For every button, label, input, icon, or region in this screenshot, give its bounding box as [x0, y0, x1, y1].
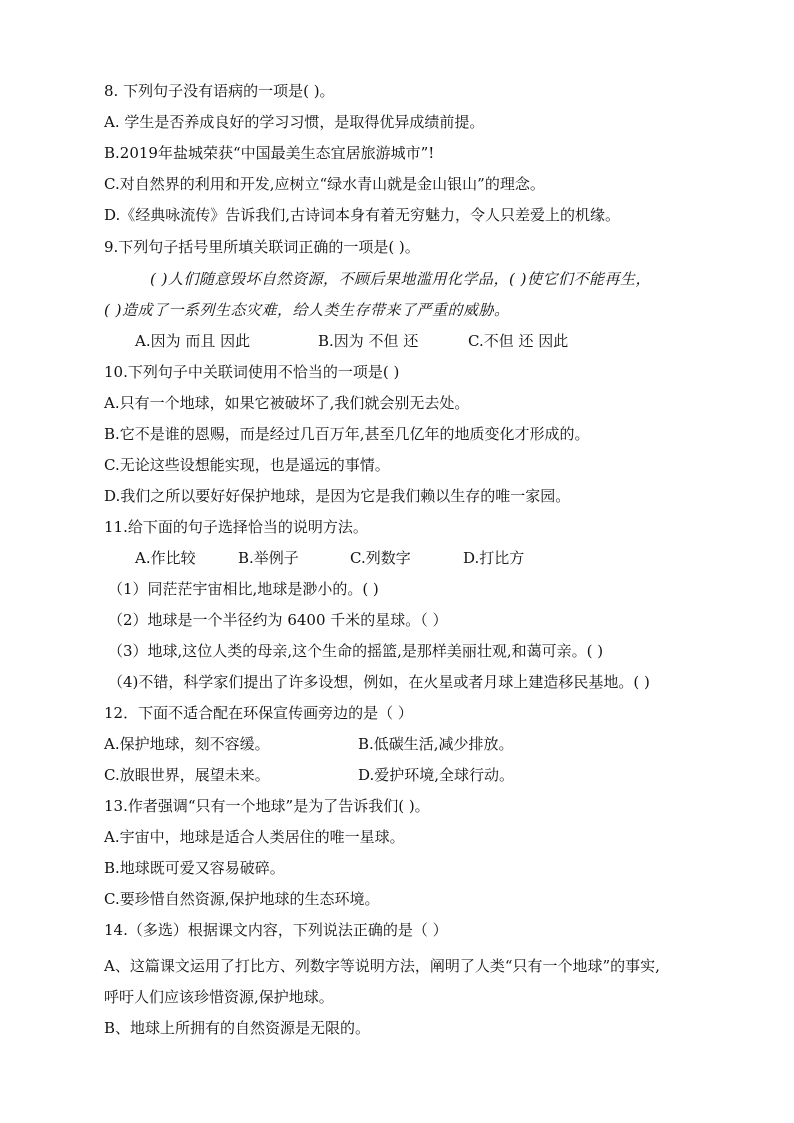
q8-option-d: D.《经典咏流传》告诉我们,古诗词本身有着无穷魅力，令人只差爱上的机缘。 [104, 206, 621, 224]
q11-option-b: B.举例子 [238, 549, 299, 567]
q14-option-b: B、地球上所拥有的自然资源是无限的。 [104, 1019, 371, 1037]
q11-option-a: A.作比较 [135, 549, 196, 567]
q10-option-d: D.我们之所以要好好保护地球，是因为它是我们赖以生存的唯一家园。 [104, 487, 571, 505]
q11-sentence-4: （4)不错，科学家们提出了许多设想，例如，在火星或者月球上建造移民基地。( ) [108, 673, 650, 691]
q11-option-d: D.打比方 [463, 549, 525, 567]
q10-option-b: B.它不是谁的恩赐，而是经过几百万年,甚至几亿年的地质变化才形成的。 [104, 425, 590, 443]
q13-option-c: C.要珍惜自然资源,保护地球的生态环境。 [104, 890, 380, 908]
q12-stem: 12．下面不适合配在环保宣传画旁边的是（ ） [104, 704, 413, 722]
q12-option-d: D.爱护环境,全球行动。 [358, 766, 515, 784]
q9-option-c: C.不但 还 因此 [468, 332, 569, 350]
q11-option-c: C.列数字 [350, 549, 411, 567]
q12-option-c: C.放眼世界，展望未来。 [104, 766, 270, 784]
q9-option-a: A.因为 而且 因此 [135, 332, 251, 350]
q14-stem: 14.（多选）根据课文内容，下列说法正确的是（ ） [104, 921, 448, 939]
q9-passage-line-2: ( )造成了一系列生态灾难，给人类生存带来了严重的威胁。 [104, 301, 510, 319]
q11-options [135, 547, 524, 569]
q8-option-c: C.对自然界的利用和开发,应树立“绿水青山就是金山银山”的理念。 [104, 175, 545, 193]
q14-option-a-line-2: 呼吁人们应该珍惜资源,保护地球。 [104, 988, 334, 1006]
q9-options [135, 330, 568, 352]
q9-option-b: B.因为 不但 还 [318, 332, 419, 350]
q11-sentence-3: （3）地球,这位人类的母亲,这个生命的摇篮,是那样美丽壮观,和蔼可亲。( ) [108, 642, 604, 660]
q13-option-b: B.地球既可爱又容易破碎。 [104, 859, 285, 877]
q10-stem: 10.下列句子中关联词使用不恰当的一项是( ) [104, 363, 400, 381]
q13-stem: 13.作者强调“只有一个地球”是为了告诉我们( )。 [104, 797, 430, 815]
q10-option-a: A.只有一个地球，如果它被破坏了,我们就会别无去处。 [104, 394, 470, 412]
q9-passage-line-1: ( )人们随意毁坏自然资源，不顾后果地滥用化学品，( )使它们不能再生， [150, 270, 651, 288]
q11-sentence-2: （2）地球是一个半径约为 6400 千米的星球。（ ） [108, 611, 448, 629]
q8-option-b: B.2019年盐城荣获“中国最美生态宜居旅游城市”! [104, 144, 435, 162]
q12-option-a: A.保护地球，刻不容缓。 [104, 735, 270, 753]
q8-option-a: A. 学生是否养成良好的学习习惯，是取得优异成绩前提。 [104, 113, 485, 131]
q8-stem: 8. 下列句子没有语病的一项是( )。 [104, 82, 335, 100]
q13-option-a: A.宇宙中，地球是适合人类居住的唯一星球。 [104, 828, 405, 846]
q10-option-c: C.无论这些设想能实现，也是遥远的事情。 [104, 456, 390, 474]
q14-option-a-line-1: A、这篇课文运用了打比方、列数字等说明方法，阐明了人类“只有一个地球”的事实, [104, 957, 660, 975]
q11-stem: 11.给下面的句子选择恰当的说明方法。 [104, 518, 368, 536]
q9-stem: 9.下列句子括号里所填关联词正确的一项是( )。 [104, 238, 420, 256]
q12-option-b: B.低碳生活,减少排放。 [358, 735, 514, 753]
q11-sentence-1: （1）同茫茫宇宙相比,地球是渺小的。( ) [108, 580, 379, 598]
